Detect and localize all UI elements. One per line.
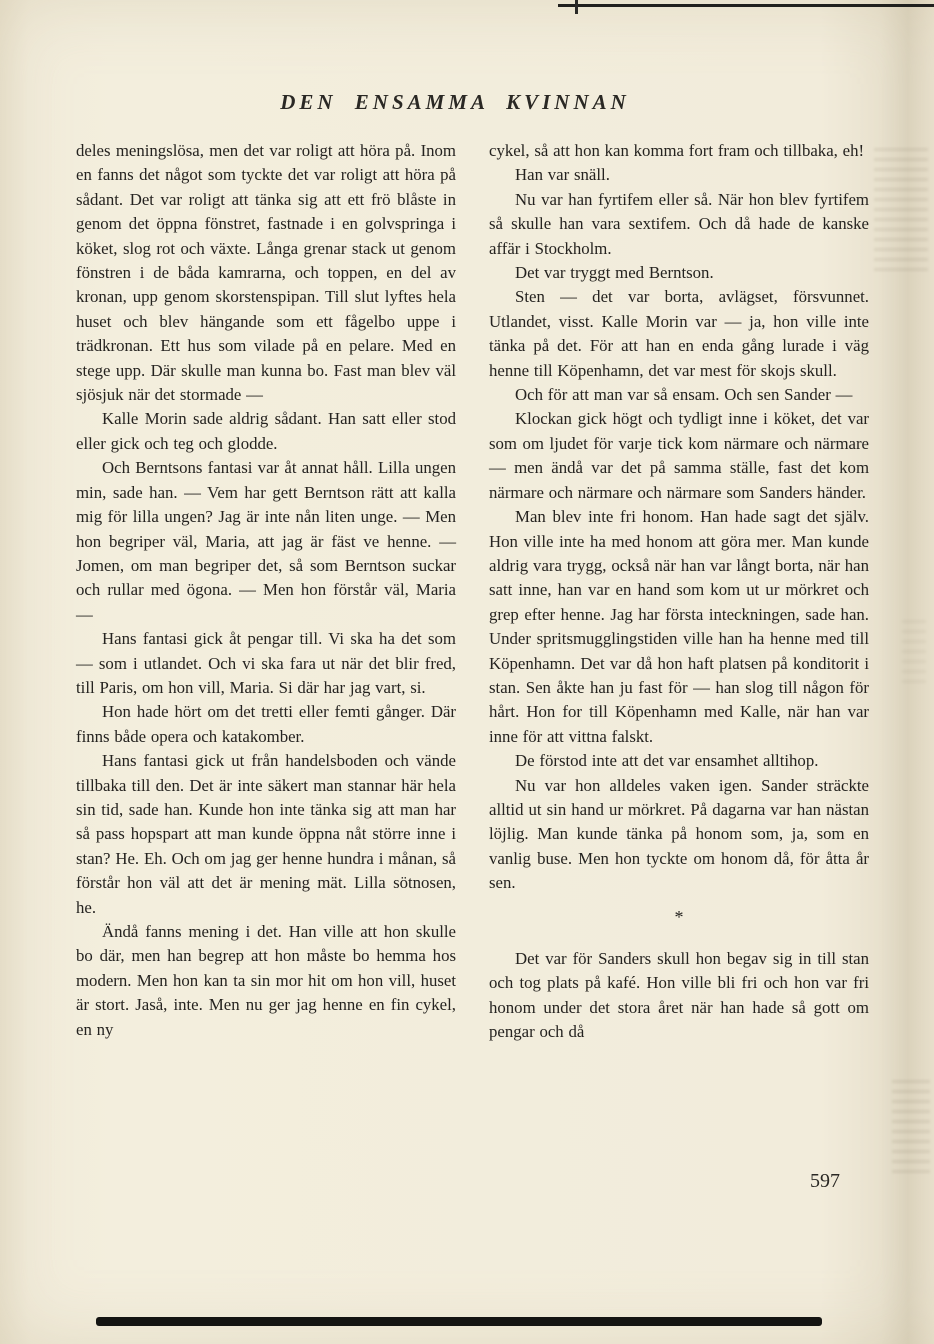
left-column: [76, 139, 456, 1045]
paragraph: Kalle Morin sade aldrig sådant. Han satt eller stod eller gick och teg och glodde.: [76, 409, 456, 453]
text-body: [76, 139, 870, 1045]
paragraph: Han var snäll.: [515, 165, 610, 185]
paragraph: Klockan gick högt och tydligt inne i köket, det var som om ljudet för varje tick kom närmare och närmare — men ändå var det på samma ställe, fast det kom närmare och närmare och närmare som Sanders händer.: [489, 409, 869, 502]
paragraph: Hans fantasi gick åt pengar till. Vi ska ha det som — som i utlandet. Och vi ska fara ut när det blir fred, till Paris, om hon vill, Maria. Si där har jag vart, si.: [76, 629, 456, 697]
paragraph: Man blev inte fri honom. Han hade sagt det själv. Hon ville inte ha med honom att göra mer. Man kunde aldrig vara trygg, också när han var långt borta, när han satt inne, han var en hand som kom ut ur mörkret och grep efter henne. Jag har första inteckningen, sade han. Under spritsmugglingstiden ville han ha henne med till Köpenhamn. Det var då hon haft platsen på konditorit i stan. Sen åkte han ju fast för — han slog till någon för hårt. Hon for till Köpenhamn med Kalle, när han var inne för att vittna falskt.: [489, 507, 869, 746]
scan-artifact-top-line: [558, 4, 934, 7]
paragraph: Nu var han fyrtifem eller så. När hon blev fyrtifem så skulle han vara sextifem. Och då hade de kanske affär i Stockholm.: [489, 189, 869, 258]
paragraph: deles meningslösa, men det var roligt att höra på. Inom en fanns det något som tyckte det var roligt att höra på sådant. Det var roligt att tänka sig att ett frö blåste in genom det öppna fönstret, fastnade i en golvspringa i köket, slog rot och växte. Långa grenar stack ut genom fönstren i de båda kamrarna, och toppen, en del av kronan, upp genom skorstenspipan. Till slut lyftes hela huset och blev hängande som ett fågelbo uppe i trädkronan. Ett hus som vilade på en pelare. Med en stege upp. Där skulle man kunna bo. Fast man blev väl sjösjuk när det stormade —: [76, 141, 456, 405]
paragraph: Hon hade hört om det tretti eller femti gånger. Där finns både opera och katakomber.: [76, 702, 456, 746]
paragraph: Ändå fanns mening i det. Han ville att hon skulle bo där, men han begrep att hon måste bo hemma hos modern. Men hon kan ta sin mor hit om hon vill, huset är stort. Jaså, inte. Men nu ger jag henne en fin cykel, en ny: [76, 922, 456, 1039]
paragraph: Det var för Sanders skull hon begav sig in till stan och tog plats på kafé. Hon ville bli fri och hon var fri honom under det stora året när han hade så gott om pengar och då: [489, 949, 869, 1042]
right-column: [489, 139, 869, 1045]
paragraph: Sten — det var borta, avlägset, försvunnet. Utlandet, visst. Kalle Morin var — ja, hon ville inte tänka på det. För att han en enda gång lurade i väg henne till Köpenhamn, det var mest för skojs skull.: [489, 287, 869, 380]
scan-artifact-bottom-bar: [96, 1317, 822, 1326]
paragraph: cykel, så att hon kan komma fort fram och tillbaka, eh!: [489, 141, 865, 160]
paragraph: Det var tryggt med Berntson.: [515, 263, 714, 283]
paragraph: Hans fantasi gick ut från handelsboden och vände tillbaka till den. Det är inte säkert man stannar här hela sin tid, sade han. Kunde hon inte tänka sig att man har så pass hopspart att man kunde öppna nåt större inne i stan? He. Eh. Och om jag ger henne hundra i månan, så förstår hon väl att det är mening mät. Lilla sötnosen, he.: [76, 751, 456, 917]
scan-artifact-bleedthrough: [902, 620, 926, 690]
paragraph: Och för att man var så ensam. Och sen Sander —: [515, 385, 853, 405]
paragraph: De förstod inte att det var ensamhet alltihop.: [515, 751, 819, 771]
running-title: DEN ENSAMMA KVINNAN: [280, 90, 630, 114]
section-separator: *: [674, 906, 684, 927]
paragraph: Nu var hon alldeles vaken igen. Sander sträckte alltid ut sin hand ur mörkret. På dagarna var han nästan löjlig. Man kunde tänka på honom som, ja, som en vanlig buse. Men hon tyckte om honom då, för åtta år sen.: [489, 775, 869, 893]
scan-artifact-top-tick: [575, 0, 578, 14]
paragraph: Och Berntsons fantasi var åt annat håll. Lilla ungen min, sade han. — Vem har gett Berntson rätt att kalla mig för lilla ungen? Jag är inte nån liten unge. — Men hon begriper väl, Maria, att jag är fäst ve henne. — Jomen, om man begriper det, så som Berntson suckar och rullar med ögona. — Men hon förstår väl, Maria —: [76, 458, 456, 624]
scan-artifact-bleedthrough: [874, 148, 928, 278]
page-number: 597: [810, 1170, 840, 1192]
scan-artifact-bleedthrough: [892, 1080, 930, 1175]
